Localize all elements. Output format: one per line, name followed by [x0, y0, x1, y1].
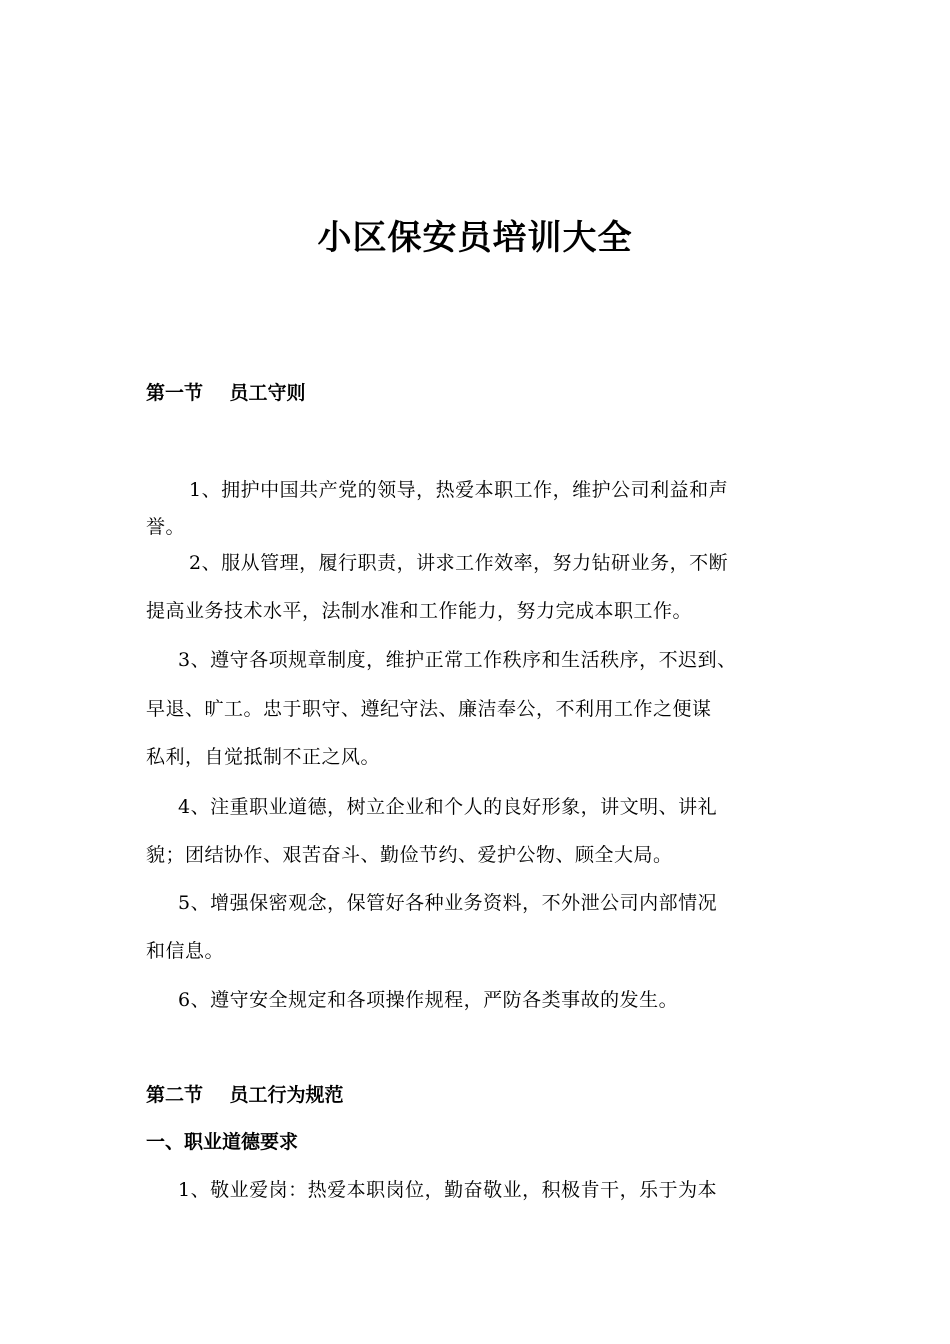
paragraph-line: 4、注重职业道德，树立企业和个人的良好形象，讲文明、讲礼	[178, 796, 718, 818]
paragraph-line: 1、拥护中国共产党的领导，热爱本职工作，维护公司利益和声	[189, 479, 729, 501]
page-title: 小区保安员培训大全	[317, 218, 633, 258]
paragraph-line: 6、遵守安全规定和各项操作规程，严防各类事故的发生。	[178, 989, 679, 1011]
paragraph-line: 和信息。	[146, 940, 225, 962]
paragraph-line: 3、遵守各项规章制度，维护正常工作秩序和生活秩序，不迟到、	[178, 649, 737, 671]
paragraph-line: 誉。	[146, 516, 186, 538]
paragraph-line: 提高业务技术水平，法制水准和工作能力，努力完成本职工作。	[146, 600, 693, 622]
paragraph-line: 早退、旷工。忠于职守、遵纪守法、廉洁奉公，不利用工作之便谋	[146, 698, 712, 720]
section-1-heading: 第一节 员工守则	[146, 382, 306, 404]
paragraph-line: 5、增强保密观念，保管好各种业务资料，不外泄公司内部情况	[178, 892, 718, 914]
section-2-subheading: 一、职业道德要求	[146, 1131, 299, 1153]
paragraph-line: 2、服从管理，履行职责，讲求工作效率，努力钻研业务，不断	[189, 552, 729, 574]
section-2-heading: 第二节 员工行为规范	[146, 1084, 344, 1106]
paragraph-line: 貌；团结协作、艰苦奋斗、勤俭节约、爱护公物、顾全大局。	[146, 844, 673, 866]
paragraph-line: 1、敬业爱岗：热爱本职岗位，勤奋敬业，积极肯干，乐于为本	[178, 1179, 718, 1201]
paragraph-line: 私利，自觉抵制不正之风。	[146, 746, 381, 768]
